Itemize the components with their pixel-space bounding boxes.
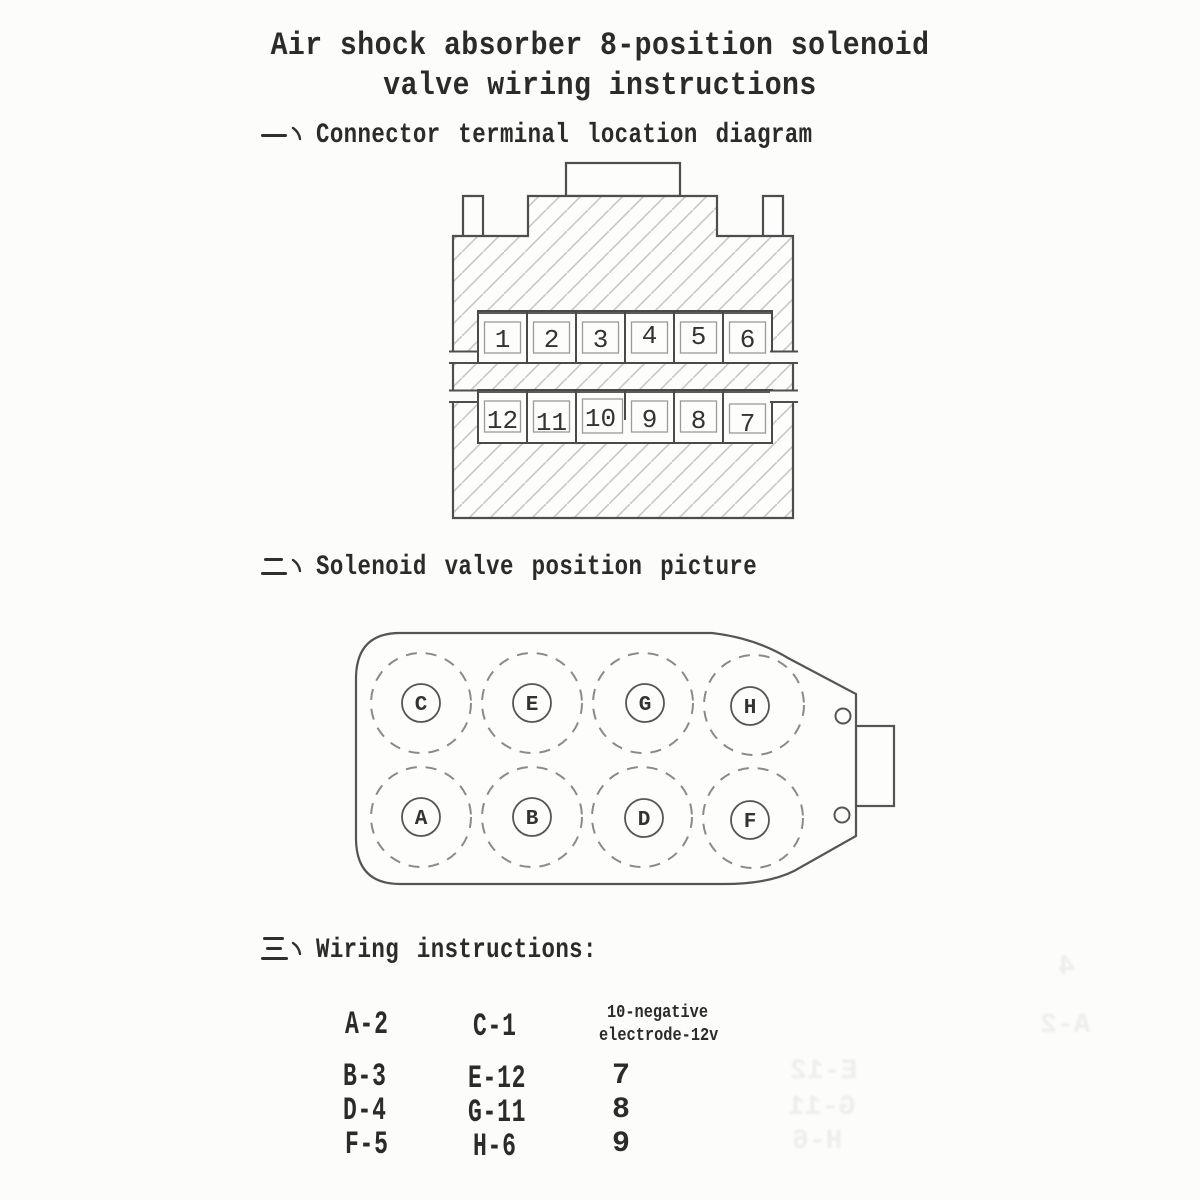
terminal-number: 6 [739, 325, 756, 355]
title-line-1: Air shock absorber 8-position solenoid [270, 27, 930, 64]
wiring-pair: D-4 [343, 1092, 387, 1129]
terminal-number: 7 [739, 409, 756, 439]
wiring-pair: A-2 [345, 1006, 389, 1043]
valve-letter: A [414, 808, 428, 831]
cjk-comma-icon [290, 552, 304, 578]
terminal-row-top [478, 311, 772, 363]
section-heading-text: Connector terminal location diagram [316, 120, 813, 151]
section-heading-wiring [261, 935, 667, 966]
section-heading-text: Solenoid valve position picture [316, 552, 758, 583]
wiring-terminal-number: 8 [612, 1093, 631, 1127]
wiring-pair: G-11 [468, 1094, 527, 1131]
terminal-number: 1 [494, 325, 511, 355]
section-heading-connector [261, 120, 937, 151]
terminal-number: 5 [690, 322, 707, 352]
terminal-number: 9 [641, 405, 658, 435]
valve-body-outline [356, 633, 856, 884]
connector-terminal-diagram [438, 150, 808, 535]
cjk-numeral-one-icon [261, 120, 288, 147]
negative-electrode-note-line1: 10-negative [607, 1003, 709, 1023]
terminal-number: 8 [690, 406, 707, 436]
mounting-hole [836, 709, 851, 724]
negative-electrode-note-line2: electrode-12v [599, 1026, 719, 1046]
bleedthrough-text: E-12 [790, 1056, 858, 1087]
valve-letter: C [414, 694, 428, 717]
title-line-2: valve wiring instructions [383, 67, 817, 104]
terminal-row-bottom [478, 390, 772, 443]
bleedthrough-text: H-6 [792, 1126, 843, 1157]
terminal-number: 12 [486, 406, 519, 436]
valve-letter: G [638, 694, 652, 717]
wiring-terminal-number: 9 [612, 1127, 631, 1161]
mounting-hole [835, 808, 850, 823]
terminal-number: 3 [592, 325, 609, 355]
terminal-number: 11 [535, 408, 568, 438]
cjk-comma-icon [290, 935, 304, 961]
terminal-number: 4 [641, 321, 658, 351]
valve-letter: H [743, 697, 757, 720]
cjk-numeral-two-icon [261, 552, 288, 579]
valve-letter: E [525, 694, 539, 717]
valve-letter: F [743, 811, 757, 834]
wiring-pair: C-1 [473, 1008, 517, 1045]
valve-letter: D [637, 809, 651, 832]
cjk-numeral-three-icon [261, 935, 288, 962]
bleedthrough-text: 4 [1058, 952, 1075, 983]
wiring-terminal-number: 7 [612, 1059, 631, 1093]
wiring-pair: H-6 [473, 1128, 517, 1165]
connector-right-ear [763, 196, 783, 236]
wiring-pair: F-5 [345, 1126, 389, 1163]
wiring-pair: B-3 [343, 1058, 387, 1095]
solenoid-valve-diagram [340, 615, 910, 900]
connector-top-tab [566, 163, 680, 196]
valve-connector-tab [856, 726, 894, 806]
connector-left-ear [463, 196, 483, 236]
section-heading-valve [261, 552, 867, 583]
bleedthrough-text: G-11 [788, 1092, 856, 1123]
wiring-pair: E-12 [468, 1060, 527, 1097]
cjk-comma-icon [290, 120, 304, 146]
section-heading-text: Wiring instructions: [316, 935, 597, 966]
bleedthrough-text: A-2 [1040, 1010, 1091, 1041]
terminal-number: 10 [584, 404, 617, 434]
valve-letter: B [525, 808, 539, 831]
terminal-number: 2 [543, 325, 560, 355]
document-title [72, 26, 1128, 106]
